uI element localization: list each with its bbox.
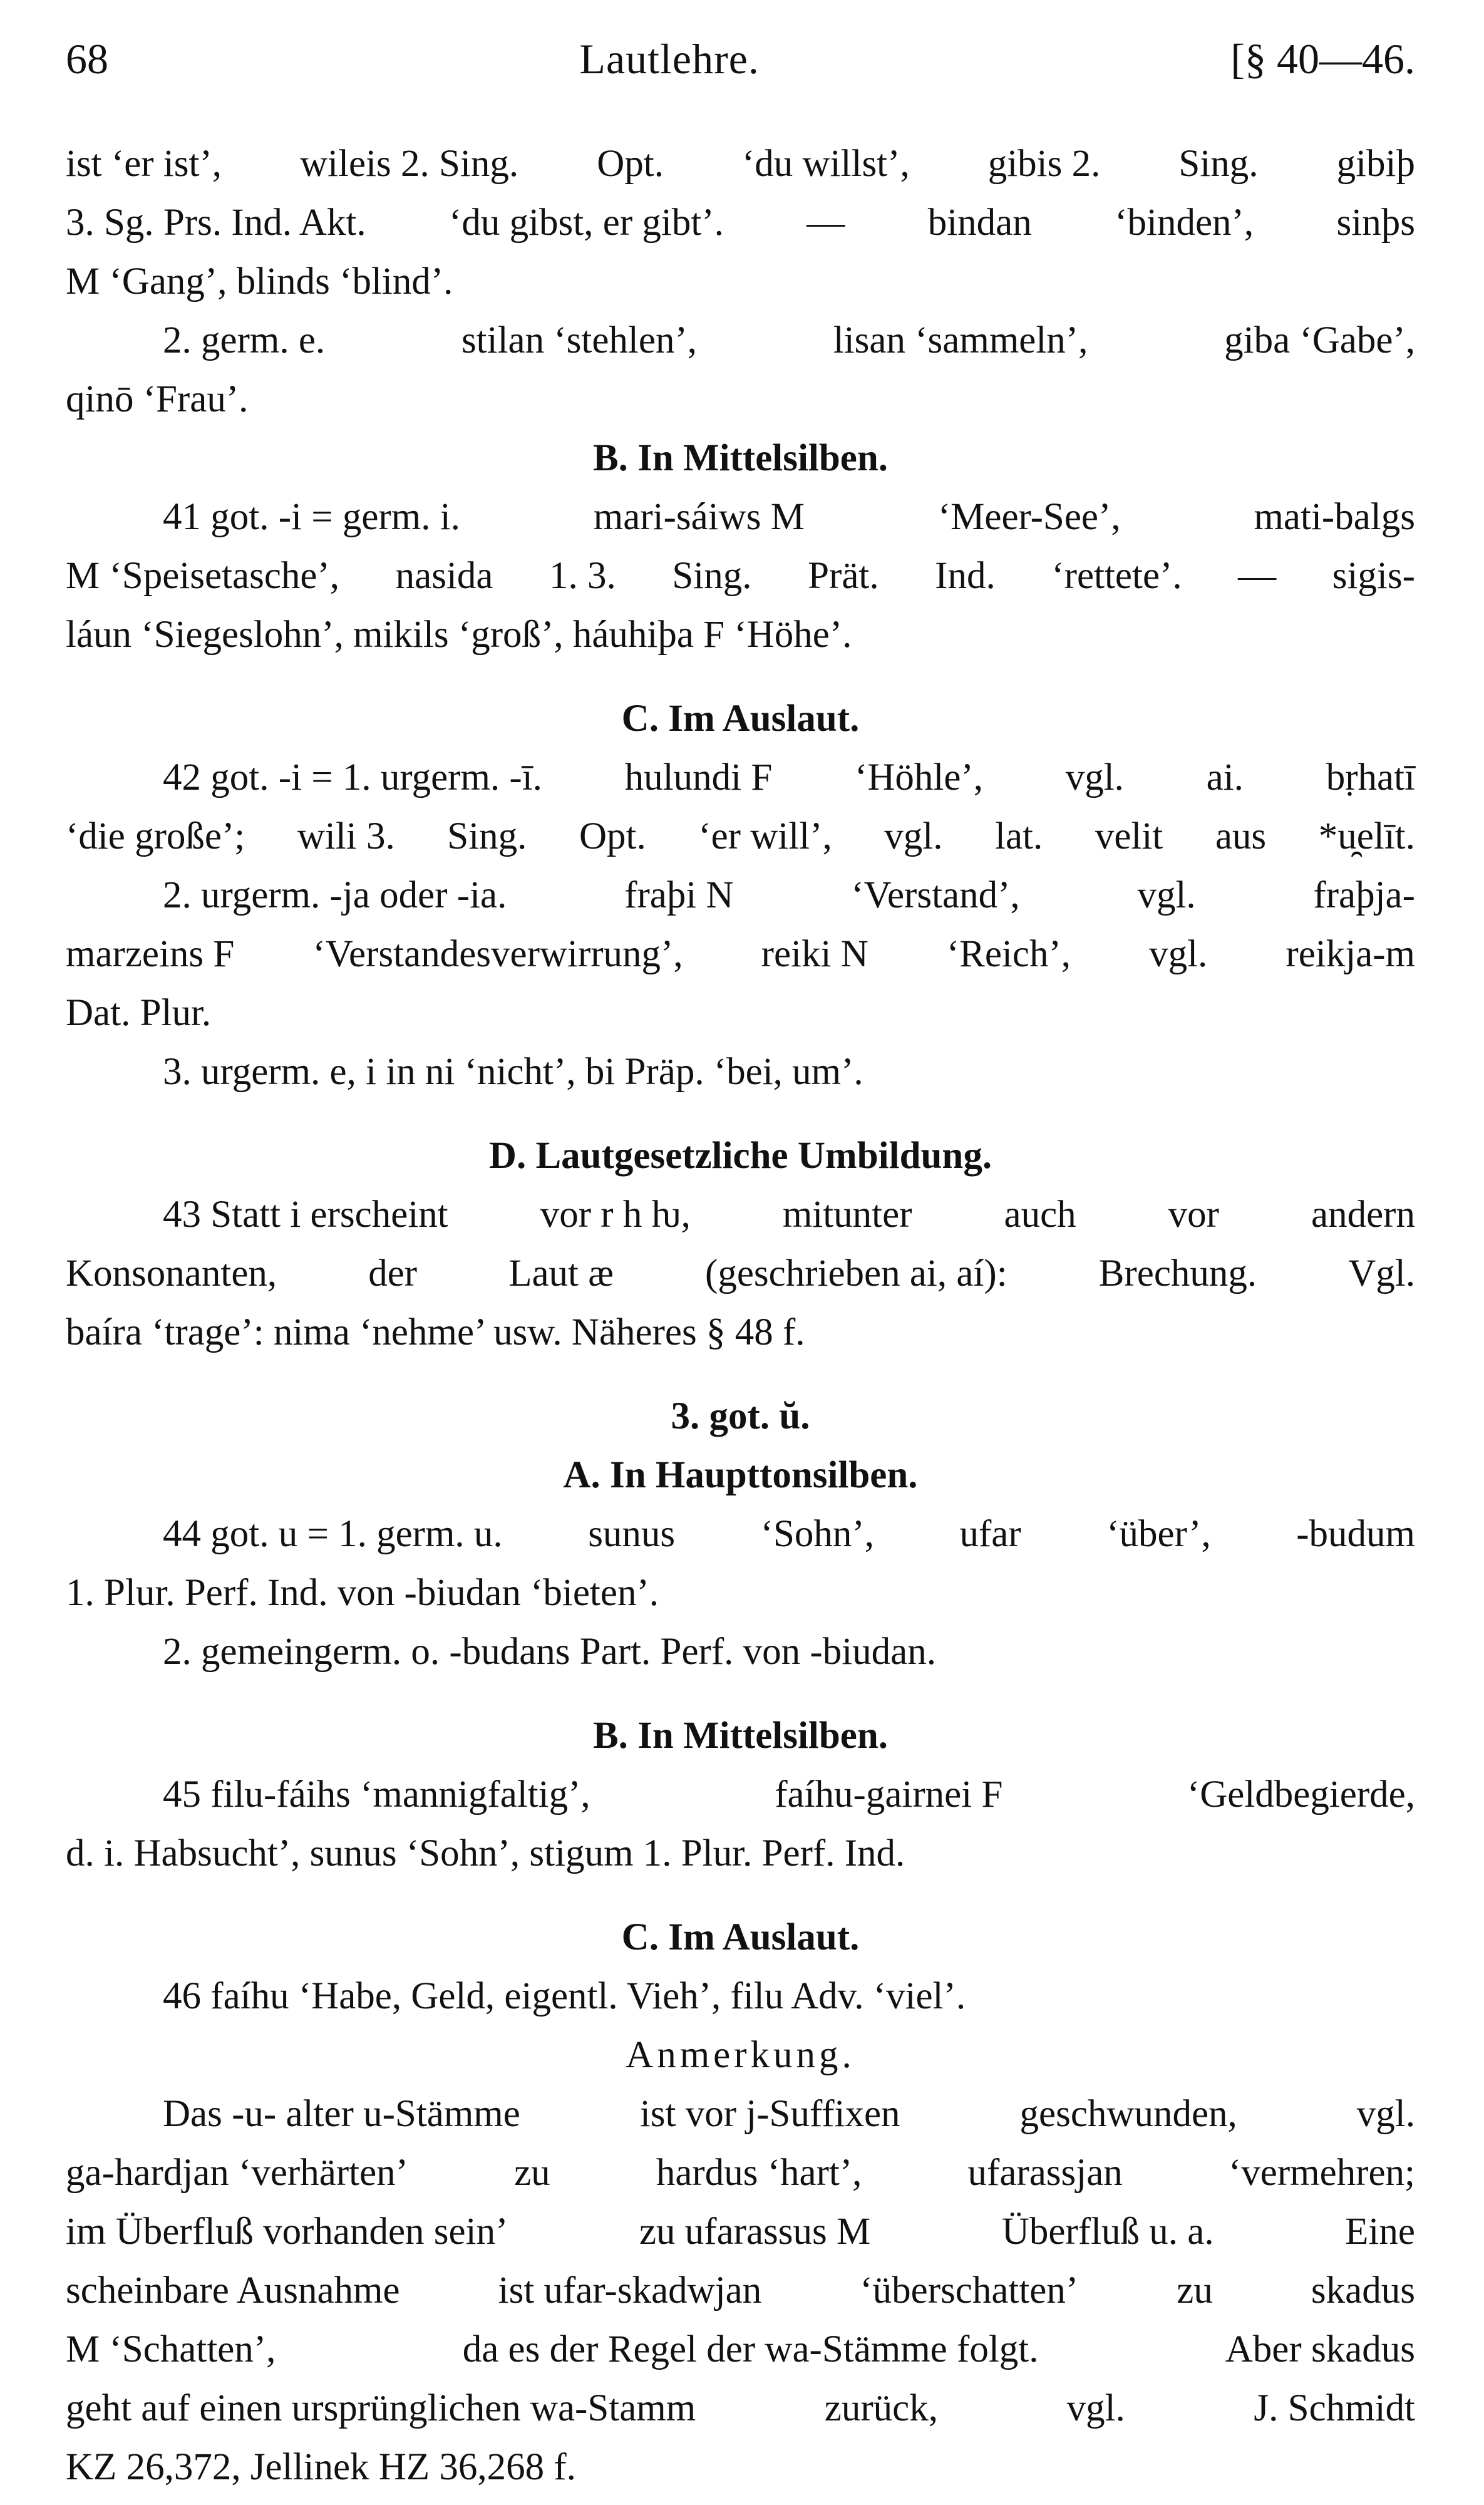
text-segment: ‘vermehren; <box>1228 2152 1415 2194</box>
subsection-d-umbildung <box>66 1127 1415 1362</box>
text-segment: Vgl. <box>1348 1252 1415 1294</box>
text-line <box>66 1564 1415 1623</box>
text-segment: Sing. <box>447 815 527 857</box>
text-segment: 3. urgerm. e, i in ni ‘nicht’, bi Präp. ‘bei, um’. <box>163 1051 863 1093</box>
subsection-b-mittelsilben-u <box>66 1707 1415 1883</box>
text-line <box>66 252 1415 311</box>
anmerkung-note <box>66 2026 1415 2497</box>
text-line <box>66 1623 1415 1681</box>
text-segment: 41 got. -i = germ. i. <box>163 496 460 538</box>
subsection-c-auslaut <box>66 690 1415 1102</box>
text-segment: sigis- <box>1332 555 1415 597</box>
text-segment: ‘Geldbegierde, <box>1187 1774 1415 1815</box>
text-line <box>66 135 1415 194</box>
text-segment: ‘die große’; <box>66 815 245 857</box>
chapter-heading <box>66 1387 1415 1446</box>
text-segment: Dat. Plur. <box>66 992 212 1034</box>
text-segment: 2. urgerm. -ja oder -ia. <box>163 874 507 916</box>
text-line <box>66 2203 1415 2261</box>
heading-text: A. In Haupttonsilben. <box>563 1454 918 1496</box>
text-line <box>66 1303 1415 1362</box>
text-segment: lisan ‘sammeln’, <box>833 319 1088 361</box>
text-segment: vgl. <box>1356 2093 1415 2135</box>
text-segment: ‘er will’, <box>698 815 832 857</box>
text-segment: Prät. <box>808 555 879 597</box>
text-segment: mitunter <box>782 1194 912 1236</box>
text-line <box>66 1185 1415 1244</box>
text-segment: vgl. <box>1066 2387 1125 2429</box>
text-line <box>66 1244 1415 1303</box>
text-segment: skadus <box>1311 2270 1415 2311</box>
text-segment: ga-hardjan ‘verhärten’ <box>66 2152 408 2194</box>
text-segment: KZ 26,372, Jellinek HZ 36,268 f. <box>66 2446 576 2488</box>
text-segment: Das -u- alter u-Stämme <box>163 2093 520 2135</box>
page-number: 68 <box>66 35 108 83</box>
text-segment: (geschrieben ai, aí): <box>705 1252 1007 1294</box>
text-segment: ist ‘er ist’, <box>66 143 222 185</box>
text-segment: 2. gemeingerm. o. -budans Part. Perf. von -biudan. <box>163 1631 936 1673</box>
text-segment: velit <box>1095 815 1163 857</box>
text-line <box>66 370 1415 429</box>
text-segment: vgl. <box>884 815 943 857</box>
text-segment: 1. Plur. Perf. Ind. von -biudan ‘bieten’. <box>66 1572 659 1614</box>
text-line <box>66 2085 1415 2144</box>
text-segment: láun ‘Siegeslohn’, mikils ‘groß’, háuhiþa F ‘Höhe’. <box>66 614 852 656</box>
text-segment: zu ufarassus M <box>639 2211 871 2253</box>
text-segment: ist ufar-skadwjan <box>498 2270 762 2311</box>
text-segment: zu <box>514 2152 550 2194</box>
running-header <box>66 34 1415 110</box>
text-segment: reiki N <box>761 933 868 975</box>
text-segment: ai. <box>1206 757 1244 798</box>
book-page <box>66 34 1415 2497</box>
text-segment: 44 got. u = 1. germ. u. <box>163 1513 503 1555</box>
text-segment: da es der Regel der wa-Stämme folgt. <box>462 2328 1039 2370</box>
text-segment: stilan ‘stehlen’, <box>461 319 698 361</box>
text-segment: ufarassjan <box>967 2152 1123 2194</box>
text-segment: Brechung. <box>1098 1252 1257 1294</box>
text-segment: reikja-m <box>1286 933 1415 975</box>
text-line <box>66 748 1415 807</box>
text-segment: der <box>368 1252 418 1294</box>
text-segment: Überfluß u. a. <box>1001 2211 1214 2253</box>
text-segment: giba ‘Gabe’, <box>1224 319 1415 361</box>
text-line <box>66 2144 1415 2203</box>
text-segment: Opt. <box>597 143 664 185</box>
text-line <box>66 925 1415 984</box>
text-line <box>66 194 1415 252</box>
text-segment: Ind. <box>935 555 996 597</box>
text-segment: ‘binden’, <box>1115 202 1254 244</box>
section-heading <box>66 1127 1415 1185</box>
text-segment: ‘über’, <box>1106 1513 1211 1555</box>
text-segment: zu <box>1177 2270 1213 2311</box>
text-segment: Eine <box>1345 2211 1415 2253</box>
heading-text: Anmerkung. <box>626 2034 855 2076</box>
text-segment: mari-sáiws M <box>593 496 805 538</box>
text-segment: gibis 2. <box>987 143 1101 185</box>
text-segment: 2. germ. e. <box>163 319 326 361</box>
text-segment: hulundi F <box>624 757 773 798</box>
section-40-continuation <box>66 135 1415 429</box>
text-segment: 3. Sg. Prs. Ind. Akt. <box>66 202 366 244</box>
section-heading <box>66 429 1415 488</box>
text-segment: -budum <box>1296 1513 1415 1555</box>
text-segment: vgl. <box>1137 874 1196 916</box>
heading-text: C. Im Auslaut. <box>621 698 860 740</box>
text-segment: scheinbare Ausnahme <box>66 2270 400 2311</box>
text-line <box>66 866 1415 925</box>
text-line <box>66 2261 1415 2320</box>
text-segment: ‘rettete’. <box>1051 555 1182 597</box>
text-segment: aus <box>1215 815 1267 857</box>
section-heading <box>66 1908 1415 1967</box>
text-segment: M ‘Speisetasche’, <box>66 555 340 597</box>
text-segment: Aber skadus <box>1225 2328 1415 2370</box>
heading-text: B. In Mittelsilben. <box>592 437 889 479</box>
text-segment: d. i. Habsucht’, sunus ‘Sohn’, stigum 1. Plur. Perf. Ind. <box>66 1832 905 1874</box>
text-segment: 45 filu-fáihs ‘mannigfaltig’, <box>163 1774 590 1815</box>
text-line <box>66 1765 1415 1824</box>
heading-text: C. Im Auslaut. <box>621 1916 860 1958</box>
text-segment: baíra ‘trage’: nima ‘nehme’ usw. Näheres § 48 f. <box>66 1311 805 1353</box>
text-segment: Sing. <box>672 555 752 597</box>
running-title: Lautlehre. <box>579 35 760 83</box>
text-segment: J. Schmidt <box>1254 2387 1415 2429</box>
subsection-b-mittelsilben <box>66 429 1415 664</box>
text-segment: ‘du gibst, er gibt’. <box>449 202 724 244</box>
text-segment: bṛhatī <box>1326 757 1415 798</box>
text-segment: im Überfluß vorhanden sein’ <box>66 2211 508 2253</box>
note-heading <box>66 2026 1415 2085</box>
text-segment: bindan <box>927 202 1032 244</box>
text-line <box>66 311 1415 370</box>
heading-text: B. In Mittelsilben. <box>592 1715 889 1757</box>
section-heading <box>66 1707 1415 1765</box>
text-line <box>66 984 1415 1043</box>
section-heading <box>66 690 1415 748</box>
text-segment: Laut æ <box>508 1252 614 1294</box>
text-segment: ‘Meer-See’, <box>937 496 1121 538</box>
text-segment: vor r h ƕ, <box>540 1194 691 1236</box>
heading-text: 3. got. ŭ. <box>671 1395 810 1437</box>
text-line <box>66 1505 1415 1564</box>
text-segment: Opt. <box>579 815 646 857</box>
text-segment: fraþja- <box>1313 874 1415 916</box>
text-segment: ‘Höhle’, <box>855 757 983 798</box>
text-segment: zurück, <box>824 2387 939 2429</box>
text-line <box>66 2379 1415 2438</box>
text-line <box>66 1824 1415 1883</box>
text-segment: gibiþ <box>1336 143 1415 185</box>
text-line <box>66 2438 1415 2497</box>
text-segment: ‘überschatten’ <box>860 2270 1079 2311</box>
text-segment: Konsonanten, <box>66 1252 277 1294</box>
text-segment: — <box>806 202 845 244</box>
section-heading <box>66 1446 1415 1505</box>
text-segment: auch <box>1004 1194 1076 1236</box>
text-segment: — <box>1238 555 1277 597</box>
text-segment: 1. 3. <box>549 555 616 597</box>
text-segment: 42 got. -i = 1. urgerm. -ī. <box>163 757 542 798</box>
text-line <box>66 1967 1415 2026</box>
text-segment: vgl. <box>1149 933 1208 975</box>
text-segment: *u̯elīt. <box>1318 815 1415 857</box>
text-segment: M ‘Gang’, blinds ‘blind’. <box>66 261 453 302</box>
subsection-c-auslaut-u <box>66 1908 1415 2026</box>
text-segment: nasida <box>395 555 493 597</box>
text-segment: ‘Sohn’, <box>760 1513 874 1555</box>
text-segment: ‘Verstandesverwirrung’, <box>312 933 683 975</box>
text-segment: wili 3. <box>297 815 395 857</box>
text-segment: 43 Statt i erscheint <box>163 1194 448 1236</box>
text-segment: marzeins F <box>66 933 235 975</box>
text-segment: Sing. <box>1178 143 1259 185</box>
section-range: [§ 40—46. <box>1230 35 1415 83</box>
text-segment: vor <box>1168 1194 1219 1236</box>
text-segment: ufar <box>959 1513 1021 1555</box>
text-segment: mati-balgs <box>1254 496 1415 538</box>
text-segment: ist vor j-Suffixen <box>639 2093 900 2135</box>
heading-text: D. Lautgesetzliche Umbildung. <box>488 1135 992 1177</box>
text-segment: ‘Reich’, <box>946 933 1071 975</box>
text-segment: 46 faíhu ‘Habe, Geld, eigentl. Vieh’, filu Adv. ‘viel’. <box>163 1975 966 2017</box>
text-segment: andern <box>1311 1194 1415 1236</box>
text-segment: hardus ‘hart’, <box>656 2152 862 2194</box>
text-segment: sinþs <box>1336 202 1415 244</box>
text-segment: ‘du willst’, <box>741 143 910 185</box>
text-segment: ‘Verstand’, <box>851 874 1020 916</box>
text-segment: lat. <box>995 815 1043 857</box>
text-line <box>66 547 1415 606</box>
text-line <box>66 488 1415 547</box>
text-segment: vgl. <box>1065 757 1124 798</box>
section-3-got-u <box>66 1387 1415 1681</box>
text-segment: wileis 2. Sing. <box>300 143 519 185</box>
text-line <box>66 807 1415 866</box>
text-line <box>66 1043 1415 1102</box>
text-segment: M ‘Schatten’, <box>66 2328 276 2370</box>
text-line <box>66 606 1415 664</box>
text-segment: sunus <box>588 1513 676 1555</box>
text-segment: qinō ‘Frau’. <box>66 378 249 420</box>
text-line <box>66 2320 1415 2379</box>
text-segment: geht auf einen ursprünglichen wa-Stamm <box>66 2387 696 2429</box>
text-segment: faíhu-gairnei F <box>775 1774 1003 1815</box>
text-segment: geschwunden, <box>1019 2093 1237 2135</box>
text-segment: fraþi N <box>624 874 734 916</box>
